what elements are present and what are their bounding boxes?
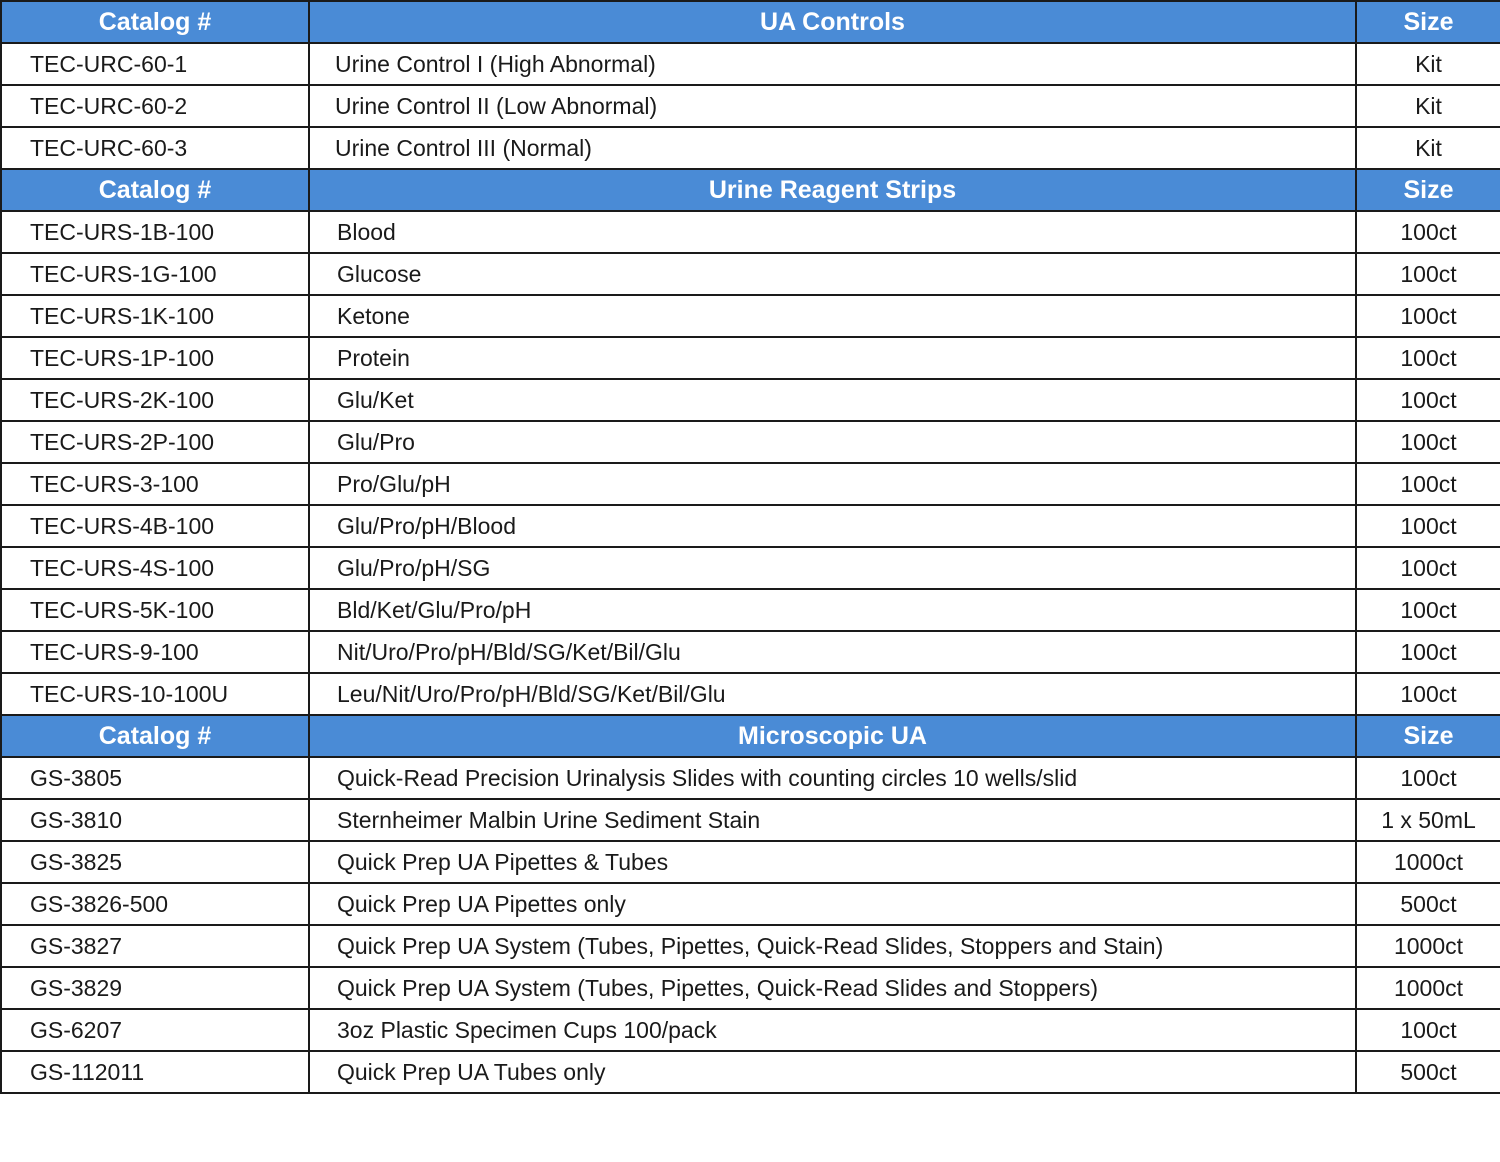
product-size: 100ct bbox=[1356, 673, 1500, 715]
catalog-number: TEC-URS-1G-100 bbox=[1, 253, 309, 295]
product-size: 100ct bbox=[1356, 1009, 1500, 1051]
catalog-column-header: Catalog # bbox=[1, 715, 309, 757]
product-description: Urine Control III (Normal) bbox=[309, 127, 1356, 169]
section-title: Microscopic UA bbox=[309, 715, 1356, 757]
table-row bbox=[1, 253, 1500, 295]
catalog-column-header: Catalog # bbox=[1, 169, 309, 211]
product-description: Blood bbox=[309, 211, 1356, 253]
table-row bbox=[1, 841, 1500, 883]
size-column-header: Size bbox=[1356, 715, 1500, 757]
catalog-column-header: Catalog # bbox=[1, 1, 309, 43]
product-description: Quick Prep UA Pipettes only bbox=[309, 883, 1356, 925]
product-description: Glu/Pro bbox=[309, 421, 1356, 463]
catalog-number: GS-112011 bbox=[1, 1051, 309, 1093]
table-row bbox=[1, 589, 1500, 631]
product-size: 500ct bbox=[1356, 883, 1500, 925]
table-row bbox=[1, 127, 1500, 169]
catalog-number: TEC-URC-60-2 bbox=[1, 85, 309, 127]
section-header-row bbox=[1, 1, 1500, 43]
catalog-number: GS-3805 bbox=[1, 757, 309, 799]
catalog-number: GS-3829 bbox=[1, 967, 309, 1009]
product-size: 100ct bbox=[1356, 505, 1500, 547]
section-urine-reagent-strips bbox=[1, 169, 1500, 715]
table-row bbox=[1, 757, 1500, 799]
table-row bbox=[1, 799, 1500, 841]
catalog-number: GS-6207 bbox=[1, 1009, 309, 1051]
product-description: 3oz Plastic Specimen Cups 100/pack bbox=[309, 1009, 1356, 1051]
product-description: Protein bbox=[309, 337, 1356, 379]
catalog-number: TEC-URS-1K-100 bbox=[1, 295, 309, 337]
product-description: Urine Control I (High Abnormal) bbox=[309, 43, 1356, 85]
catalog-number: TEC-URS-1P-100 bbox=[1, 337, 309, 379]
product-description: Glu/Pro/pH/Blood bbox=[309, 505, 1356, 547]
table-row bbox=[1, 505, 1500, 547]
product-size: 100ct bbox=[1356, 337, 1500, 379]
section-microscopic-ua bbox=[1, 715, 1500, 1093]
section-header-row bbox=[1, 169, 1500, 211]
table-row bbox=[1, 631, 1500, 673]
product-size: 1000ct bbox=[1356, 925, 1500, 967]
table-row bbox=[1, 547, 1500, 589]
product-size: 1000ct bbox=[1356, 841, 1500, 883]
product-description: Quick Prep UA Pipettes & Tubes bbox=[309, 841, 1356, 883]
table-row bbox=[1, 925, 1500, 967]
table-row bbox=[1, 379, 1500, 421]
product-size: 100ct bbox=[1356, 631, 1500, 673]
catalog-number: TEC-URS-3-100 bbox=[1, 463, 309, 505]
table-row bbox=[1, 337, 1500, 379]
catalog-number: TEC-URS-2K-100 bbox=[1, 379, 309, 421]
product-description: Quick Prep UA Tubes only bbox=[309, 1051, 1356, 1093]
product-description: Glu/Ket bbox=[309, 379, 1356, 421]
product-size: 100ct bbox=[1356, 211, 1500, 253]
product-size: 100ct bbox=[1356, 463, 1500, 505]
product-size: Kit bbox=[1356, 43, 1500, 85]
table-row bbox=[1, 211, 1500, 253]
product-description: Nit/Uro/Pro/pH/Bld/SG/Ket/Bil/Glu bbox=[309, 631, 1356, 673]
table-row bbox=[1, 967, 1500, 1009]
catalog-number: TEC-URC-60-3 bbox=[1, 127, 309, 169]
product-description: Sternheimer Malbin Urine Sediment Stain bbox=[309, 799, 1356, 841]
catalog-number: GS-3825 bbox=[1, 841, 309, 883]
size-column-header: Size bbox=[1356, 1, 1500, 43]
product-size: Kit bbox=[1356, 85, 1500, 127]
product-description: Ketone bbox=[309, 295, 1356, 337]
product-description: Quick Prep UA System (Tubes, Pipettes, Quick-Read Slides and Stoppers) bbox=[309, 967, 1356, 1009]
product-size: 500ct bbox=[1356, 1051, 1500, 1093]
catalog-number: TEC-URC-60-1 bbox=[1, 43, 309, 85]
catalog-number: TEC-URS-5K-100 bbox=[1, 589, 309, 631]
catalog-number: TEC-URS-9-100 bbox=[1, 631, 309, 673]
product-description: Glu/Pro/pH/SG bbox=[309, 547, 1356, 589]
product-size: 100ct bbox=[1356, 757, 1500, 799]
product-description: Quick Prep UA System (Tubes, Pipettes, Quick-Read Slides, Stoppers and Stain) bbox=[309, 925, 1356, 967]
section-title: Urine Reagent Strips bbox=[309, 169, 1356, 211]
section-header-row bbox=[1, 715, 1500, 757]
product-size: 100ct bbox=[1356, 295, 1500, 337]
size-column-header: Size bbox=[1356, 169, 1500, 211]
table-row bbox=[1, 883, 1500, 925]
product-size: 100ct bbox=[1356, 589, 1500, 631]
catalog-number: GS-3826-500 bbox=[1, 883, 309, 925]
table-row bbox=[1, 673, 1500, 715]
catalog-number: GS-3810 bbox=[1, 799, 309, 841]
product-size: 100ct bbox=[1356, 547, 1500, 589]
table-row bbox=[1, 1051, 1500, 1093]
product-size: 100ct bbox=[1356, 379, 1500, 421]
table-row bbox=[1, 295, 1500, 337]
product-description: Glucose bbox=[309, 253, 1356, 295]
product-description: Bld/Ket/Glu/Pro/pH bbox=[309, 589, 1356, 631]
section-title: UA Controls bbox=[309, 1, 1356, 43]
table-row bbox=[1, 85, 1500, 127]
table-row bbox=[1, 421, 1500, 463]
catalog-number: GS-3827 bbox=[1, 925, 309, 967]
product-size: 100ct bbox=[1356, 253, 1500, 295]
product-size: 1000ct bbox=[1356, 967, 1500, 1009]
section-ua-controls bbox=[1, 1, 1500, 169]
product-size: 100ct bbox=[1356, 421, 1500, 463]
table-row bbox=[1, 463, 1500, 505]
product-description: Urine Control II (Low Abnormal) bbox=[309, 85, 1356, 127]
catalog-number: TEC-URS-10-100U bbox=[1, 673, 309, 715]
catalog-number: TEC-URS-4B-100 bbox=[1, 505, 309, 547]
table-row bbox=[1, 1009, 1500, 1051]
product-size: Kit bbox=[1356, 127, 1500, 169]
product-description: Pro/Glu/pH bbox=[309, 463, 1356, 505]
product-description: Quick-Read Precision Urinalysis Slides with counting circles 10 wells/slid bbox=[309, 757, 1356, 799]
table-row bbox=[1, 43, 1500, 85]
catalog-number: TEC-URS-2P-100 bbox=[1, 421, 309, 463]
product-description: Leu/Nit/Uro/Pro/pH/Bld/SG/Ket/Bil/Glu bbox=[309, 673, 1356, 715]
catalog-number: TEC-URS-4S-100 bbox=[1, 547, 309, 589]
catalog-number: TEC-URS-1B-100 bbox=[1, 211, 309, 253]
product-size: 1 x 50mL bbox=[1356, 799, 1500, 841]
